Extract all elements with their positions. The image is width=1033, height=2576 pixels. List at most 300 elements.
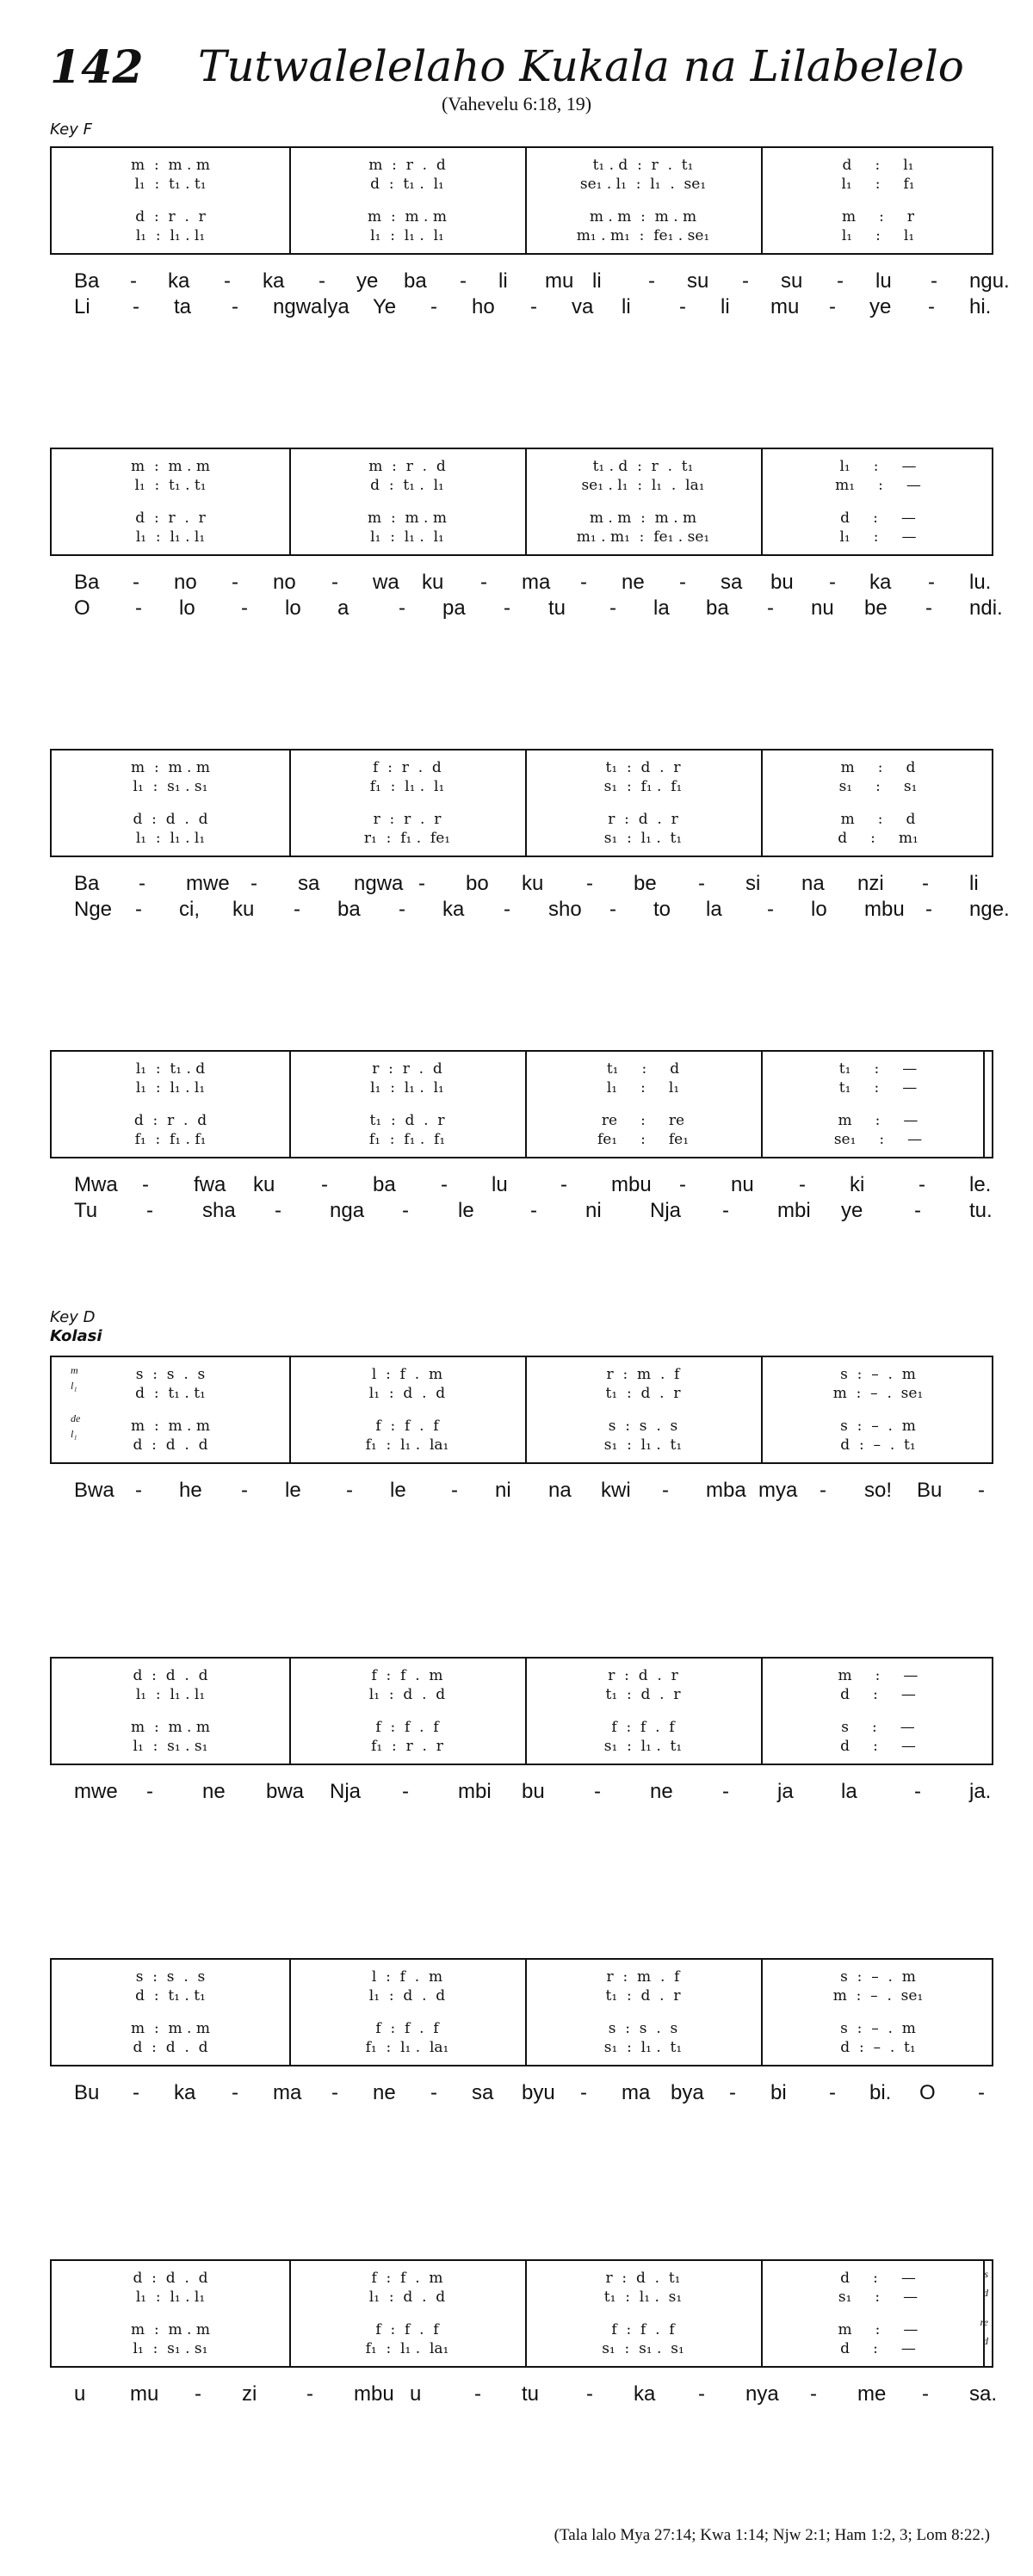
solfa-measure: l₁ : l₁ . l₁ bbox=[370, 1079, 444, 1096]
solfa-measure: l₁ : l₁ . l₁ bbox=[370, 227, 444, 244]
modulation-mark: l₁ bbox=[71, 1380, 77, 1392]
lyric-syllable: ma bbox=[522, 571, 551, 594]
syllable-hyphen: - bbox=[232, 295, 238, 318]
voice-part-row bbox=[52, 2321, 992, 2340]
lyric-syllable: mwe bbox=[186, 872, 230, 895]
modulation-mark: de bbox=[71, 1412, 81, 1424]
syllable-hyphen: - bbox=[146, 1199, 153, 1222]
lyric-syllable: mya bbox=[758, 1479, 798, 1502]
solfa-measure: s : — bbox=[841, 1719, 915, 1736]
syllable-hyphen: - bbox=[530, 1199, 537, 1222]
lyric-syllable: mbu bbox=[864, 898, 905, 921]
lyric-syllable: si bbox=[745, 872, 761, 895]
voice-part-row bbox=[52, 528, 992, 547]
lyric-syllable: tu. bbox=[969, 1199, 993, 1222]
voice-part-row bbox=[52, 1385, 992, 1404]
lyric-syllable: ta bbox=[174, 295, 192, 318]
lyric-syllable: ja. bbox=[969, 1780, 992, 1803]
solfa-measure: re : re bbox=[601, 1112, 685, 1129]
solfa-measure: d : – . t₁ bbox=[840, 2039, 916, 2056]
lyric-syllable: lya bbox=[323, 295, 349, 318]
lyric-syllable: sho bbox=[548, 898, 582, 921]
voice-part-row bbox=[52, 2020, 992, 2039]
solfa-measure: r : m . f bbox=[606, 1366, 680, 1383]
lyric-syllable: le bbox=[390, 1479, 406, 1502]
modulation-mark: d bbox=[983, 2287, 988, 2299]
lyric-syllable: Ba bbox=[74, 269, 100, 293]
lyric-line bbox=[0, 898, 1033, 924]
solfa-measure: t₁ : d . r bbox=[605, 1686, 681, 1703]
lyric-line bbox=[0, 1199, 1033, 1225]
chorus-label: Kolasi bbox=[50, 1327, 102, 1345]
hymn-header bbox=[0, 0, 1033, 129]
lyric-syllable: lo bbox=[285, 596, 301, 620]
lyric-syllable: sha bbox=[202, 1199, 236, 1222]
lyric-syllable: Bu bbox=[917, 1479, 943, 1502]
lyric-syllable: le bbox=[285, 1479, 301, 1502]
voice-part-row bbox=[52, 811, 992, 830]
solfa-measure: m : m . m bbox=[131, 759, 210, 776]
solfa-system bbox=[50, 146, 993, 255]
lyric-syllable: bya bbox=[671, 2081, 704, 2104]
lyric-syllable: wa bbox=[373, 571, 399, 594]
solfa-measure: m . m : m . m bbox=[589, 510, 697, 527]
solfa-measure: d : t₁ . t₁ bbox=[135, 1385, 206, 1402]
lyric-syllable: Mwa bbox=[74, 1173, 118, 1196]
lyric-syllable: a bbox=[337, 596, 349, 620]
solfa-measure: f₁ : f₁ . f₁ bbox=[368, 1131, 446, 1148]
syllable-hyphen: - bbox=[133, 2081, 139, 2104]
syllable-hyphen: - bbox=[430, 2081, 437, 2104]
voice-part-row bbox=[52, 830, 992, 849]
solfa-system bbox=[50, 2259, 993, 2368]
solfa-measure: s : – . m bbox=[840, 1418, 916, 1435]
solfa-measure: d : m₁ bbox=[838, 830, 919, 847]
lyric-syllable: nge. bbox=[969, 898, 1010, 921]
solfa-measure: t₁ : — bbox=[838, 1060, 918, 1078]
lyric-syllable: sa bbox=[298, 872, 320, 895]
lyric-syllable: ni bbox=[495, 1479, 511, 1502]
solfa-measure: l₁ : t₁ . t₁ bbox=[134, 176, 207, 193]
syllable-hyphen: - bbox=[232, 571, 238, 594]
lyric-syllable: ngwa bbox=[354, 872, 404, 895]
syllable-hyphen: - bbox=[480, 571, 487, 594]
lyric-syllable: le. bbox=[969, 1173, 992, 1196]
modulation-mark: d bbox=[983, 2335, 988, 2347]
lyric-syllable: la bbox=[706, 898, 722, 921]
solfa-measure: l₁ : l₁ . l₁ bbox=[135, 528, 206, 546]
solfa-measure: d : — bbox=[840, 510, 916, 527]
voice-part-row bbox=[52, 227, 992, 246]
solfa-measure: l₁ : l₁ . l₁ bbox=[135, 2289, 206, 2306]
syllable-hyphen: - bbox=[195, 2382, 201, 2406]
lyric-syllable: ba bbox=[337, 898, 361, 921]
lyric-line bbox=[0, 2382, 1033, 2408]
solfa-measure: d : r . r bbox=[135, 510, 206, 527]
voice-part-row bbox=[52, 157, 992, 176]
solfa-system bbox=[50, 1657, 993, 1765]
solfa-measure: m₁ . m₁ : fe₁ . se₁ bbox=[576, 227, 710, 244]
syllable-hyphen: - bbox=[925, 596, 932, 620]
solfa-measure: r : r . d bbox=[372, 1060, 442, 1078]
lyric-syllable: ka bbox=[263, 269, 285, 293]
syllable-hyphen: - bbox=[648, 269, 655, 293]
solfa-measure: t₁ : l₁ . s₁ bbox=[603, 2289, 683, 2306]
lyric-syllable: lu bbox=[492, 1173, 508, 1196]
lyric-syllable: be bbox=[864, 596, 888, 620]
lyric-syllable: Tu bbox=[74, 1199, 98, 1222]
solfa-measure: f : f . f bbox=[375, 2321, 439, 2338]
key-signature-f: Key F bbox=[50, 120, 92, 139]
solfa-measure: f : f . m bbox=[371, 2270, 443, 2287]
solfa-measure: s : – . m bbox=[840, 2020, 916, 2037]
lyric-syllable: mbi bbox=[458, 1780, 492, 1803]
syllable-hyphen: - bbox=[251, 872, 257, 895]
solfa-measure: r : d . t₁ bbox=[605, 2270, 681, 2287]
syllable-hyphen: - bbox=[133, 295, 139, 318]
syllable-hyphen: - bbox=[594, 1780, 601, 1803]
solfa-measure: m : m . m bbox=[131, 2321, 210, 2338]
voice-part-row bbox=[52, 2270, 992, 2289]
syllable-hyphen: - bbox=[402, 1199, 409, 1222]
syllable-hyphen: - bbox=[799, 1173, 806, 1196]
voice-part-row bbox=[52, 1131, 992, 1150]
syllable-hyphen: - bbox=[928, 571, 935, 594]
solfa-measure: d : – . t₁ bbox=[840, 1436, 916, 1454]
solfa-measure: r : d . r bbox=[608, 1667, 678, 1684]
voice-part-row bbox=[52, 778, 992, 797]
solfa-measure: r : d . r bbox=[608, 811, 678, 828]
solfa-measure: f₁ : f₁ . f₁ bbox=[134, 1131, 207, 1148]
solfa-measure: d : d . d bbox=[133, 2039, 208, 2056]
syllable-hyphen: - bbox=[922, 872, 929, 895]
syllable-hyphen: - bbox=[914, 1199, 921, 1222]
solfa-system bbox=[50, 1356, 993, 1464]
syllable-hyphen: - bbox=[135, 596, 142, 620]
solfa-measure: f : f . m bbox=[371, 1667, 443, 1684]
syllable-hyphen: - bbox=[331, 571, 338, 594]
solfa-measure: l₁ : s₁ . s₁ bbox=[133, 1738, 208, 1755]
syllable-hyphen: - bbox=[504, 898, 510, 921]
lyric-syllable: ho bbox=[472, 295, 495, 318]
solfa-measure: s₁ : s₁ bbox=[838, 778, 918, 795]
syllable-hyphen: - bbox=[504, 596, 510, 620]
lyric-syllable: hi. bbox=[969, 295, 992, 318]
lyric-syllable: be bbox=[634, 872, 657, 895]
lyric-syllable: ku bbox=[253, 1173, 275, 1196]
solfa-measure: f₁ : l₁ . la₁ bbox=[365, 2039, 449, 2056]
lyric-line bbox=[0, 596, 1033, 622]
lyric-syllable: ni bbox=[585, 1199, 602, 1222]
solfa-measure: l₁ : l₁ . l₁ bbox=[135, 1686, 206, 1703]
lyric-syllable: Ba bbox=[74, 571, 100, 594]
solfa-measure: m₁ . m₁ : fe₁ . se₁ bbox=[576, 528, 710, 546]
syllable-hyphen: - bbox=[319, 269, 325, 293]
lyric-syllable: Bwa bbox=[74, 1479, 114, 1502]
syllable-hyphen: - bbox=[530, 295, 537, 318]
syllable-hyphen: - bbox=[139, 872, 145, 895]
lyric-syllable: mu bbox=[545, 269, 574, 293]
solfa-measure: l₁ : l₁ . l₁ bbox=[135, 830, 206, 847]
lyric-syllable: nu bbox=[811, 596, 834, 620]
solfa-measure: l₁ : l₁ . l₁ bbox=[135, 227, 206, 244]
cross-references: (Tala lalo Mya 27:14; Kwa 1:14; Njw 2:1; Ham 1:2, 3; Lom 8:22.) bbox=[554, 2526, 990, 2544]
voice-part-row bbox=[52, 208, 992, 227]
lyric-syllable: mu bbox=[130, 2382, 159, 2406]
lyric-syllable: Ye bbox=[373, 295, 397, 318]
solfa-measure: s : – . m bbox=[840, 1366, 916, 1383]
solfa-system bbox=[50, 448, 993, 556]
syllable-hyphen: - bbox=[321, 1173, 328, 1196]
solfa-measure: l₁ : l₁ bbox=[841, 227, 915, 244]
syllable-hyphen: - bbox=[679, 1173, 686, 1196]
voice-part-row bbox=[52, 2289, 992, 2307]
lyric-syllable: ka bbox=[442, 898, 465, 921]
lyric-syllable: ye bbox=[356, 269, 379, 293]
voice-part-row bbox=[52, 1060, 992, 1079]
solfa-system bbox=[50, 1050, 993, 1158]
syllable-hyphen: - bbox=[418, 872, 425, 895]
syllable-hyphen: - bbox=[729, 2081, 736, 2104]
lyric-syllable: mbu bbox=[611, 1173, 652, 1196]
lyric-syllable: u bbox=[74, 2382, 86, 2406]
lyric-syllable: O bbox=[74, 596, 90, 620]
lyric-syllable: ci, bbox=[179, 898, 200, 921]
hymn-number: 142 bbox=[50, 41, 144, 94]
voice-part-row bbox=[52, 1079, 992, 1098]
solfa-measure: d : d . d bbox=[133, 1436, 208, 1454]
syllable-hyphen: - bbox=[346, 1479, 353, 1502]
syllable-hyphen: - bbox=[829, 571, 836, 594]
solfa-measure: m : — bbox=[838, 2321, 919, 2338]
syllable-hyphen: - bbox=[130, 269, 137, 293]
solfa-measure: m : r . d bbox=[368, 458, 446, 475]
lyric-syllable: mba bbox=[706, 1479, 746, 1502]
solfa-measure: m : m . m bbox=[131, 2020, 210, 2037]
solfa-measure: l₁ : — bbox=[839, 528, 917, 546]
solfa-measure: m : – . se₁ bbox=[832, 1385, 924, 1402]
syllable-hyphen: - bbox=[810, 2382, 817, 2406]
lyric-syllable: ku bbox=[232, 898, 255, 921]
solfa-measure: l₁ : d . d bbox=[368, 1686, 446, 1703]
lyric-syllable: ba bbox=[373, 1173, 396, 1196]
lyric-line bbox=[0, 872, 1033, 898]
solfa-measure: m : m . m bbox=[368, 510, 447, 527]
lyric-syllable: le bbox=[458, 1199, 474, 1222]
lyric-syllable: ki bbox=[850, 1173, 865, 1196]
solfa-measure: f : f . f bbox=[375, 1719, 439, 1736]
solfa-measure: l₁ : l₁ bbox=[606, 1079, 680, 1096]
lyric-syllable: sa bbox=[721, 571, 743, 594]
solfa-measure: l₁ : s₁ . s₁ bbox=[133, 2340, 208, 2357]
lyric-syllable: O bbox=[919, 2081, 936, 2104]
solfa-measure: s₁ : s₁ . s₁ bbox=[602, 2340, 684, 2357]
syllable-hyphen: - bbox=[275, 1199, 281, 1222]
lyric-syllable: mbi bbox=[777, 1199, 811, 1222]
lyric-syllable: va bbox=[572, 295, 594, 318]
syllable-hyphen: - bbox=[609, 596, 616, 620]
syllable-hyphen: - bbox=[609, 898, 616, 921]
solfa-measure: m : — bbox=[838, 1112, 919, 1129]
syllable-hyphen: - bbox=[922, 2382, 929, 2406]
lyric-syllable: mbu bbox=[354, 2382, 394, 2406]
syllable-hyphen: - bbox=[742, 269, 749, 293]
voice-part-row bbox=[52, 458, 992, 477]
lyric-syllable: ye bbox=[841, 1199, 863, 1222]
lyric-syllable: bu bbox=[770, 571, 794, 594]
solfa-measure: m : m . m bbox=[131, 157, 210, 174]
solfa-measure: m : m . m bbox=[131, 1418, 210, 1435]
lyric-syllable: kwi bbox=[601, 1479, 631, 1502]
solfa-measure: f : f . f bbox=[611, 2321, 675, 2338]
lyric-syllable: Li bbox=[74, 295, 90, 318]
solfa-measure: f₁ : l₁ . l₁ bbox=[369, 778, 445, 795]
voice-part-row bbox=[52, 1436, 992, 1455]
solfa-measure: m₁ : — bbox=[835, 477, 921, 494]
lyric-line bbox=[0, 1479, 1033, 1504]
lyric-syllable: ne bbox=[373, 2081, 396, 2104]
solfa-measure: d : — bbox=[840, 2340, 916, 2357]
voice-part-row bbox=[52, 1968, 992, 1987]
solfa-measure: d : t₁ . t₁ bbox=[135, 1987, 206, 2005]
lyric-syllable: lo bbox=[811, 898, 827, 921]
syllable-hyphen: - bbox=[306, 2382, 313, 2406]
lyric-syllable: nu bbox=[731, 1173, 754, 1196]
lyric-syllable: bu bbox=[522, 1780, 545, 1803]
syllable-hyphen: - bbox=[829, 295, 836, 318]
solfa-measure: t₁ : — bbox=[838, 1079, 918, 1096]
lyric-syllable: lu. bbox=[969, 571, 992, 594]
lyric-line bbox=[0, 269, 1033, 295]
syllable-hyphen: - bbox=[399, 898, 405, 921]
syllable-hyphen: - bbox=[586, 872, 593, 895]
syllable-hyphen: - bbox=[820, 1479, 826, 1502]
syllable-hyphen: - bbox=[698, 872, 705, 895]
lyric-syllable: na bbox=[548, 1479, 572, 1502]
solfa-measure: m : m . m bbox=[131, 1719, 210, 1736]
syllable-hyphen: - bbox=[430, 295, 437, 318]
solfa-measure: r : r . r bbox=[373, 811, 442, 828]
modulation-mark: re bbox=[980, 2316, 988, 2328]
solfa-measure: t₁ . d : r . t₁ bbox=[592, 458, 694, 475]
lyric-syllable: bi bbox=[770, 2081, 787, 2104]
lyric-syllable: Nja bbox=[330, 1780, 362, 1803]
solfa-measure: s : s . s bbox=[135, 1366, 206, 1383]
solfa-measure: s₁ : l₁ . t₁ bbox=[603, 2039, 683, 2056]
syllable-hyphen: - bbox=[294, 898, 300, 921]
syllable-hyphen: - bbox=[135, 1479, 142, 1502]
solfa-measure: s₁ : l₁ . t₁ bbox=[603, 1738, 683, 1755]
syllable-hyphen: - bbox=[978, 2081, 985, 2104]
solfa-measure: f : f . f bbox=[375, 1418, 439, 1435]
lyric-syllable: sa bbox=[472, 2081, 494, 2104]
lyric-syllable: nga bbox=[330, 1199, 365, 1222]
syllable-hyphen: - bbox=[451, 1479, 458, 1502]
lyric-line bbox=[0, 2081, 1033, 2107]
solfa-measure: t₁ : d . r bbox=[605, 759, 681, 776]
solfa-measure: s : s . s bbox=[608, 1418, 678, 1435]
solfa-measure: l₁ : d . d bbox=[368, 1987, 446, 2005]
voice-part-row bbox=[52, 1686, 992, 1705]
lyric-syllable: li bbox=[721, 295, 730, 318]
syllable-hyphen: - bbox=[580, 2081, 587, 2104]
lyric-syllable: su bbox=[781, 269, 803, 293]
scripture-reference: (Vahevelu 6:18, 19) bbox=[441, 93, 592, 114]
solfa-measure: fe₁ : fe₁ bbox=[597, 1131, 690, 1148]
syllable-hyphen: - bbox=[224, 269, 231, 293]
lyric-syllable: ne bbox=[622, 571, 645, 594]
lyric-syllable: lu bbox=[875, 269, 892, 293]
lyric-syllable: ka bbox=[634, 2382, 656, 2406]
lyric-line bbox=[0, 295, 1033, 321]
solfa-measure: f₁ : l₁ . la₁ bbox=[365, 2340, 449, 2357]
lyric-syllable: Nge bbox=[74, 898, 113, 921]
lyric-syllable: sa. bbox=[969, 2382, 998, 2406]
lyric-syllable: ma bbox=[273, 2081, 302, 2104]
lyric-syllable: ka bbox=[869, 571, 892, 594]
voice-part-row bbox=[52, 1719, 992, 1738]
modulation-mark: s bbox=[984, 2268, 988, 2280]
key-signature-d: Key D bbox=[50, 1308, 96, 1326]
solfa-measure: d : — bbox=[840, 1738, 916, 1755]
solfa-measure: se₁ : — bbox=[833, 1131, 923, 1148]
lyric-syllable: ma bbox=[622, 2081, 651, 2104]
lyric-syllable: Ba bbox=[74, 872, 100, 895]
solfa-measure: l : f . m bbox=[371, 1968, 443, 1986]
hymn-title: Tutwalelelaho Kukala na Lilabelelo bbox=[198, 41, 964, 91]
syllable-hyphen: - bbox=[241, 1479, 248, 1502]
solfa-measure: s : s . s bbox=[135, 1968, 206, 1986]
lyric-syllable: mwe bbox=[74, 1780, 118, 1803]
solfa-measure: t₁ . d : r . t₁ bbox=[592, 157, 694, 174]
solfa-measure: t₁ : d . r bbox=[369, 1112, 445, 1129]
syllable-hyphen: - bbox=[722, 1780, 729, 1803]
solfa-measure: d : d . d bbox=[133, 1667, 208, 1684]
lyric-syllable: bi. bbox=[869, 2081, 892, 2104]
voice-part-row bbox=[52, 1987, 992, 2006]
lyric-syllable: Nja bbox=[650, 1199, 682, 1222]
syllable-hyphen: - bbox=[474, 2382, 481, 2406]
solfa-measure: l₁ : — bbox=[839, 458, 917, 475]
syllable-hyphen: - bbox=[441, 1173, 448, 1196]
syllable-hyphen: - bbox=[722, 1199, 729, 1222]
solfa-measure: s₁ : l₁ . t₁ bbox=[603, 1436, 683, 1454]
lyric-syllable: u bbox=[410, 2382, 422, 2406]
lyric-syllable: ka bbox=[174, 2081, 196, 2104]
solfa-measure: se₁ . l₁ : l₁ . la₁ bbox=[581, 477, 705, 494]
lyric-syllable: ndi. bbox=[969, 596, 1003, 620]
syllable-hyphen: - bbox=[767, 596, 774, 620]
solfa-measure: d : — bbox=[840, 2270, 916, 2287]
solfa-measure: l₁ : d . d bbox=[368, 2289, 446, 2306]
lyric-syllable: lo bbox=[179, 596, 195, 620]
lyric-syllable: tu bbox=[548, 596, 566, 620]
lyric-syllable: nya bbox=[745, 2382, 779, 2406]
solfa-measure: f₁ : l₁ . la₁ bbox=[365, 1436, 449, 1454]
lyric-syllable: ka bbox=[168, 269, 190, 293]
solfa-measure: l₁ : l₁ . l₁ bbox=[370, 528, 444, 546]
lyric-syllable: zi bbox=[242, 2382, 257, 2406]
syllable-hyphen: - bbox=[978, 1479, 985, 1502]
lyric-syllable: bwa bbox=[266, 1780, 305, 1803]
lyric-syllable: ba bbox=[706, 596, 729, 620]
lyric-syllable: byu bbox=[522, 2081, 555, 2104]
lyric-syllable: li bbox=[498, 269, 508, 293]
voice-part-row bbox=[52, 2340, 992, 2359]
solfa-system bbox=[50, 749, 993, 857]
lyric-syllable: la bbox=[653, 596, 670, 620]
syllable-hyphen: - bbox=[580, 571, 587, 594]
